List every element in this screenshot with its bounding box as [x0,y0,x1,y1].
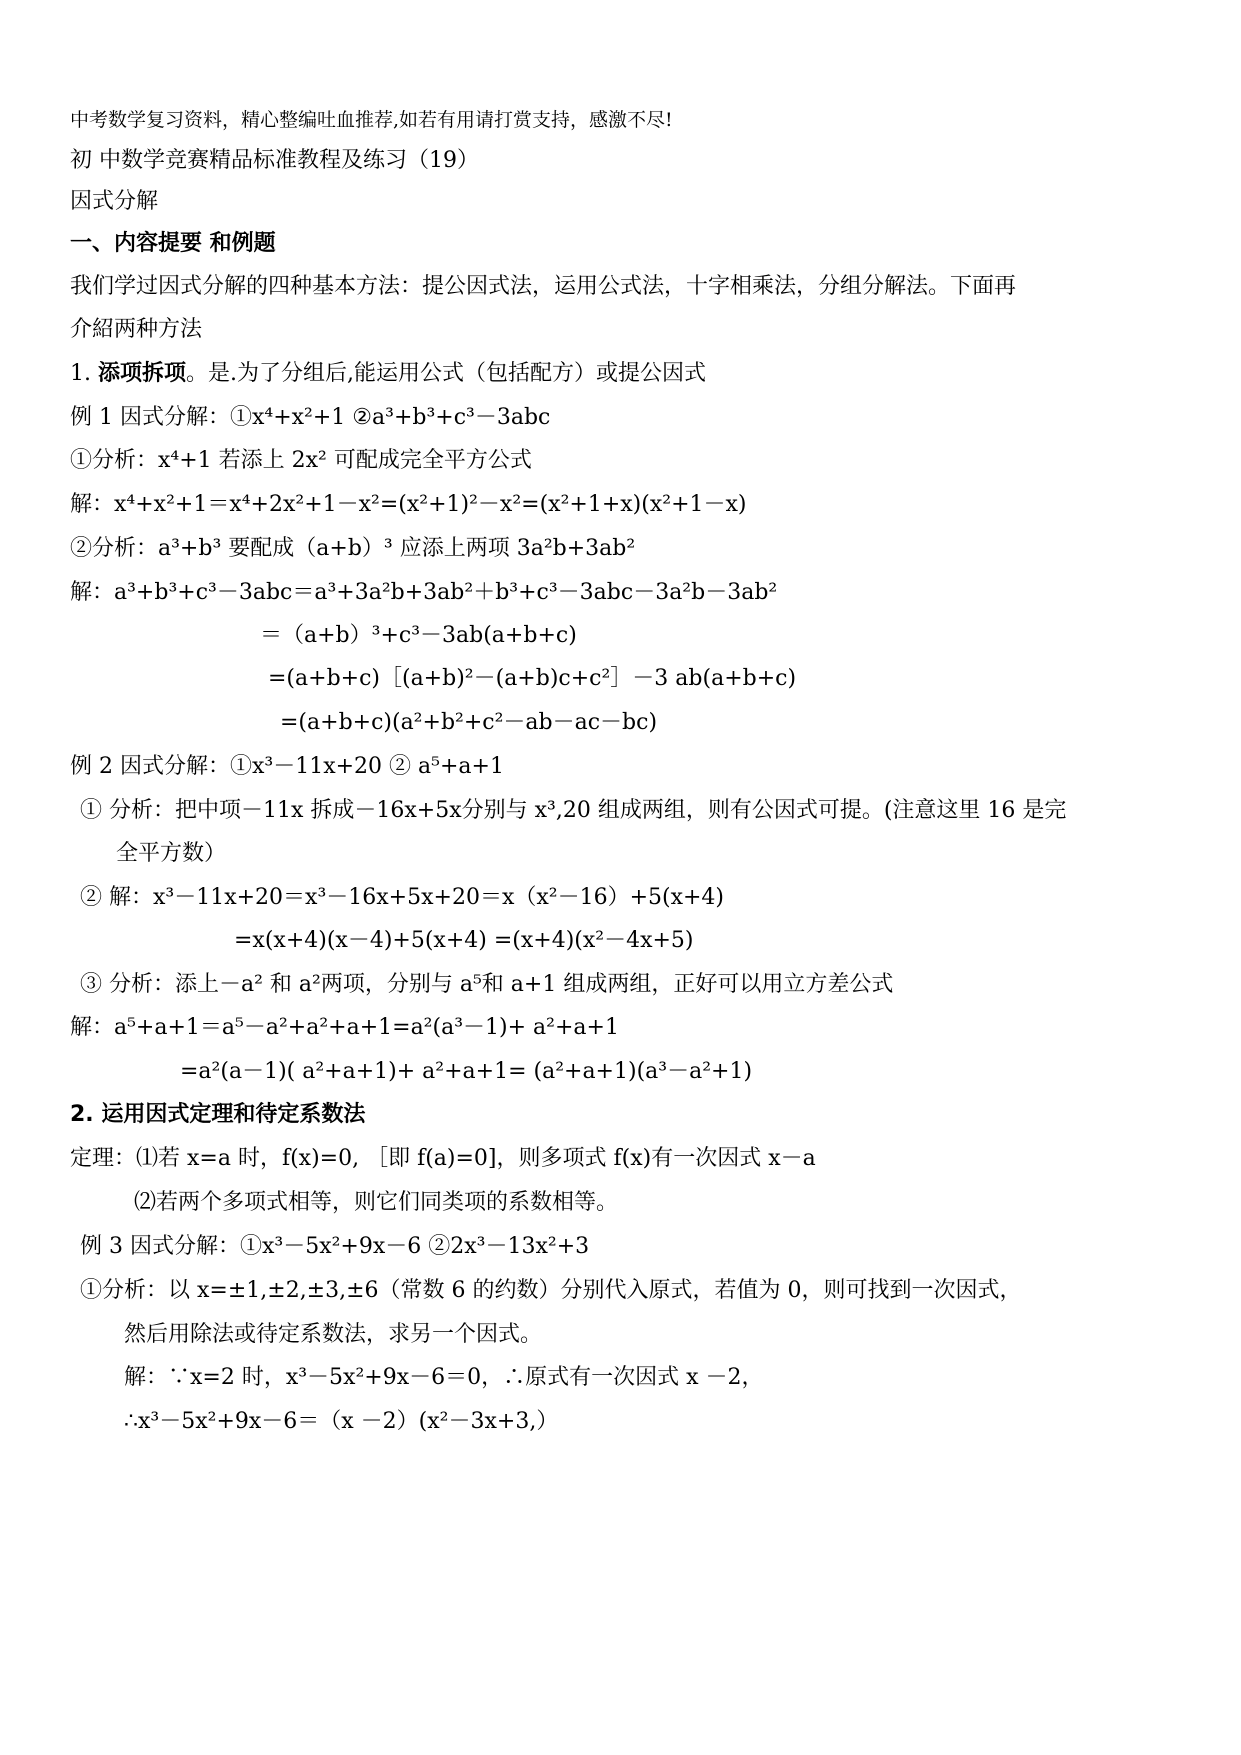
example-1-question: 例 1 因式分解：①x⁴+x²+1 ②a³+b³+c³－3abc [70,405,551,430]
example-2-solution-1-step-1: ② 解：x³－11x+20＝x³－16x+5x+20＝x（x²－16）+5(x+4) [80,885,725,910]
example-1-solution-2-step-4: =(a+b+c)(a²+b²+c²－ab－ac－bc) [280,710,658,735]
example-2-question: 例 2 因式分解：①x³－11x+20 ② a⁵+a+1 [70,754,504,779]
method-1-number: 1. [70,361,98,386]
example-3-solution-line-2: ∴x³－5x²+9x－6＝（x －2）(x²－3x+3,） [124,1409,559,1434]
example-2-solution-2-step-1: 解：a⁵+a+1＝a⁵－a²+a²+a+1=a²(a³－1)+ a²+a+1 [70,1015,619,1040]
example-2-solution-1-step-2: =x(x+4)(x－4)+5(x+4) =(x+4)(x²－4x+5) [234,928,694,953]
example-3-solution-line-1: 解：∵x=2 时，x³－5x²+9x－6＝0，∴原式有一次因式 x －2， [124,1365,764,1390]
example-2-analysis-1-line-1: ① 分析：把中项－11x 拆成－16x+5x分别与 x³,20 组成两组，则有公因式可提。(注意这里 16 是完 [80,798,1067,823]
example-3-question: 例 3 因式分解：①x³－5x²+9x－6 ②2x³－13x²+3 [80,1234,590,1259]
example-1-analysis-2: ②分析：a³+b³ 要配成（a+b）³ 应添上两项 3a²b+3ab² [70,536,636,561]
example-1-solution-2-step-1: 解：a³+b³+c³－3abc＝a³+3a²b+3ab²＋b³+c³－3abc－3a²b－3ab² [70,580,778,605]
method-2-heading: 2. 运用因式定理和待定系数法 [70,1102,366,1127]
example-3-analysis-line-1: ①分析：以 x=±1,±2,±3,±6（常数 6 的约数）分别代入原式，若值为 0，则可找到一次因式， [80,1278,1022,1303]
header-note: 中考数学复习资料，精心整编吐血推荐,如若有用请打赏支持，感激不尽! [70,109,673,131]
intro-line-2: 介紹两种方法 [70,317,203,342]
course-title: 初 中数学竞赛精品标准教程及练习（19） [70,148,479,173]
theorem-line-2: ⑵若两个多项式相等，则它们同类项的系数相等。 [134,1190,619,1215]
example-2-solution-2-step-2: =a²(a－1)( a²+a+1)+ a²+a+1= (a²+a+1)(a³－a²+1) [180,1059,753,1084]
example-1-solution-2-step-3: =(a+b+c)［(a+b)²－(a+b)c+c²］－3 ab(a+b+c) [268,666,797,691]
example-1-analysis-1: ①分析：x⁴+1 若添上 2x² 可配成完全平方公式 [70,448,532,473]
method-1-line [70,360,706,388]
intro-line-1: 我们学过因式分解的四种基本方法：提公因式法，运用公式法，十字相乘法，分组分解法。下面再 [70,274,1017,299]
example-2-analysis-2: ③ 分析：添上－a² 和 a²两项，分别与 a⁵和 a+1 组成两组，正好可以用立方差公式 [80,972,894,997]
method-1-title: 添项拆项 [97,361,186,386]
example-1-solution-1: 解：x⁴+x²+1＝x⁴+2x²+1－x²=(x²+1)²－x²=(x²+1+x)(x²+1－x) [70,492,747,517]
theorem-line-1: 定理：⑴若 x=a 时，f(x)=0, ［即 f(a)=0]，则多项式 f(x)有一次因式 x－a [70,1146,816,1171]
section-heading: 一、内容提要 和例题 [70,231,276,256]
topic-title: 因式分解 [70,189,159,214]
method-1-description: 。是.为了分组后,能运用公式（包括配方）或提公因式 [186,361,706,386]
example-2-analysis-1-line-2: 全平方数） [116,841,227,866]
example-3-analysis-line-2: 然后用除法或待定系数法，求另一个因式。 [124,1322,543,1347]
example-1-solution-2-step-2: ＝（a+b）³+c³－3ab(a+b+c) [260,623,577,648]
